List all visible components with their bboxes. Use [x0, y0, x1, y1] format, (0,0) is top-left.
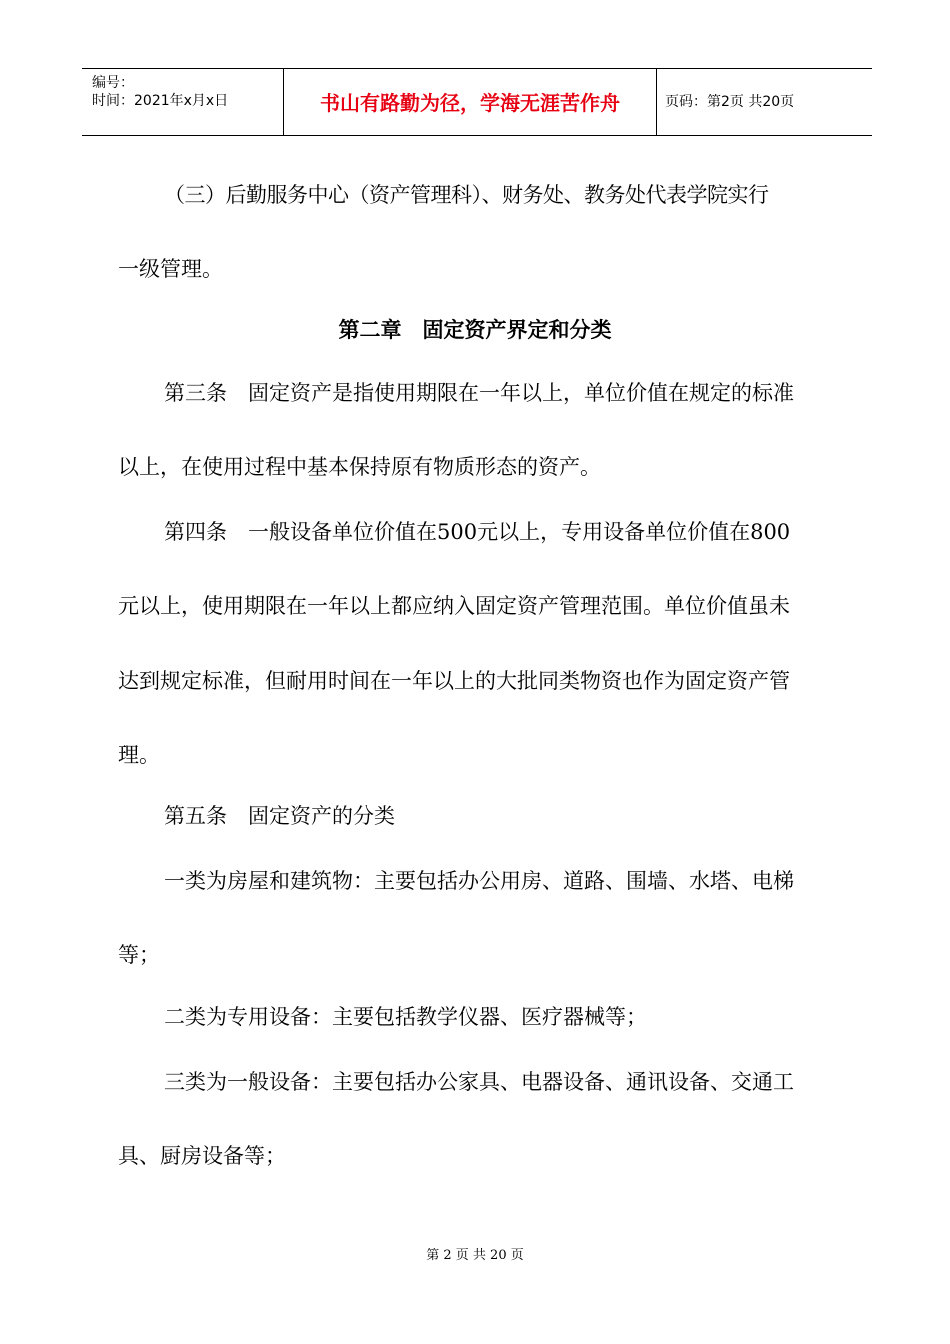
document-date-label: 时间：2021年x月x日 [92, 93, 229, 109]
header-motto-cell [283, 69, 657, 135]
header-page-label: 页码：第2页 共20页 [665, 94, 795, 110]
header-info-cell [82, 69, 282, 135]
paragraph-line: 三类为一般设备：主要包括办公家具、电器设备、通讯设备、交通工 [164, 1070, 794, 1094]
header-motto: 书山有路勤为径，学海无涯苦作舟 [320, 91, 620, 115]
paragraph-line: 第五条 固定资产的分类 [164, 804, 395, 828]
header-page-cell [657, 69, 872, 135]
paragraph-line: 等； [118, 943, 160, 967]
paragraph-line: 二类为专用设备：主要包括教学仪器、医疗器械等； [164, 1005, 647, 1029]
paragraph-line: 达到规定标准，但耐用时间在一年以上的大批同类物资也作为固定资产管 [118, 669, 790, 693]
paragraph-line: 一类为房屋和建筑物：主要包括办公用房、道路、围墙、水塔、电梯 [164, 869, 794, 893]
paragraph-line: 一级管理。 [118, 257, 223, 281]
document-number-label: 编号： [92, 75, 134, 91]
paragraph-line: 第四条 一般设备单位价值在500元以上，专用设备单位价值在800 [164, 520, 791, 544]
paragraph-line: 以上，在使用过程中基本保持原有物质形态的资产。 [118, 455, 601, 479]
paragraph-line: （三）后勤服务中心（资产管理科）、财务处、教务处代表学院实行 [164, 183, 769, 207]
paragraph-line: 第三条 固定资产是指使用期限在一年以上，单位价值在规定的标准 [164, 381, 794, 405]
page-header [82, 68, 872, 136]
page-footer: 第 2 页 共 20 页 [426, 1248, 524, 1263]
paragraph-line: 具、厨房设备等； [118, 1144, 286, 1168]
paragraph-line: 元以上，使用期限在一年以上都应纳入固定资产管理范围。单位价值虽未 [118, 594, 790, 618]
chapter-title: 第二章 固定资产界定和分类 [338, 318, 612, 342]
paragraph-line: 理。 [118, 743, 160, 767]
